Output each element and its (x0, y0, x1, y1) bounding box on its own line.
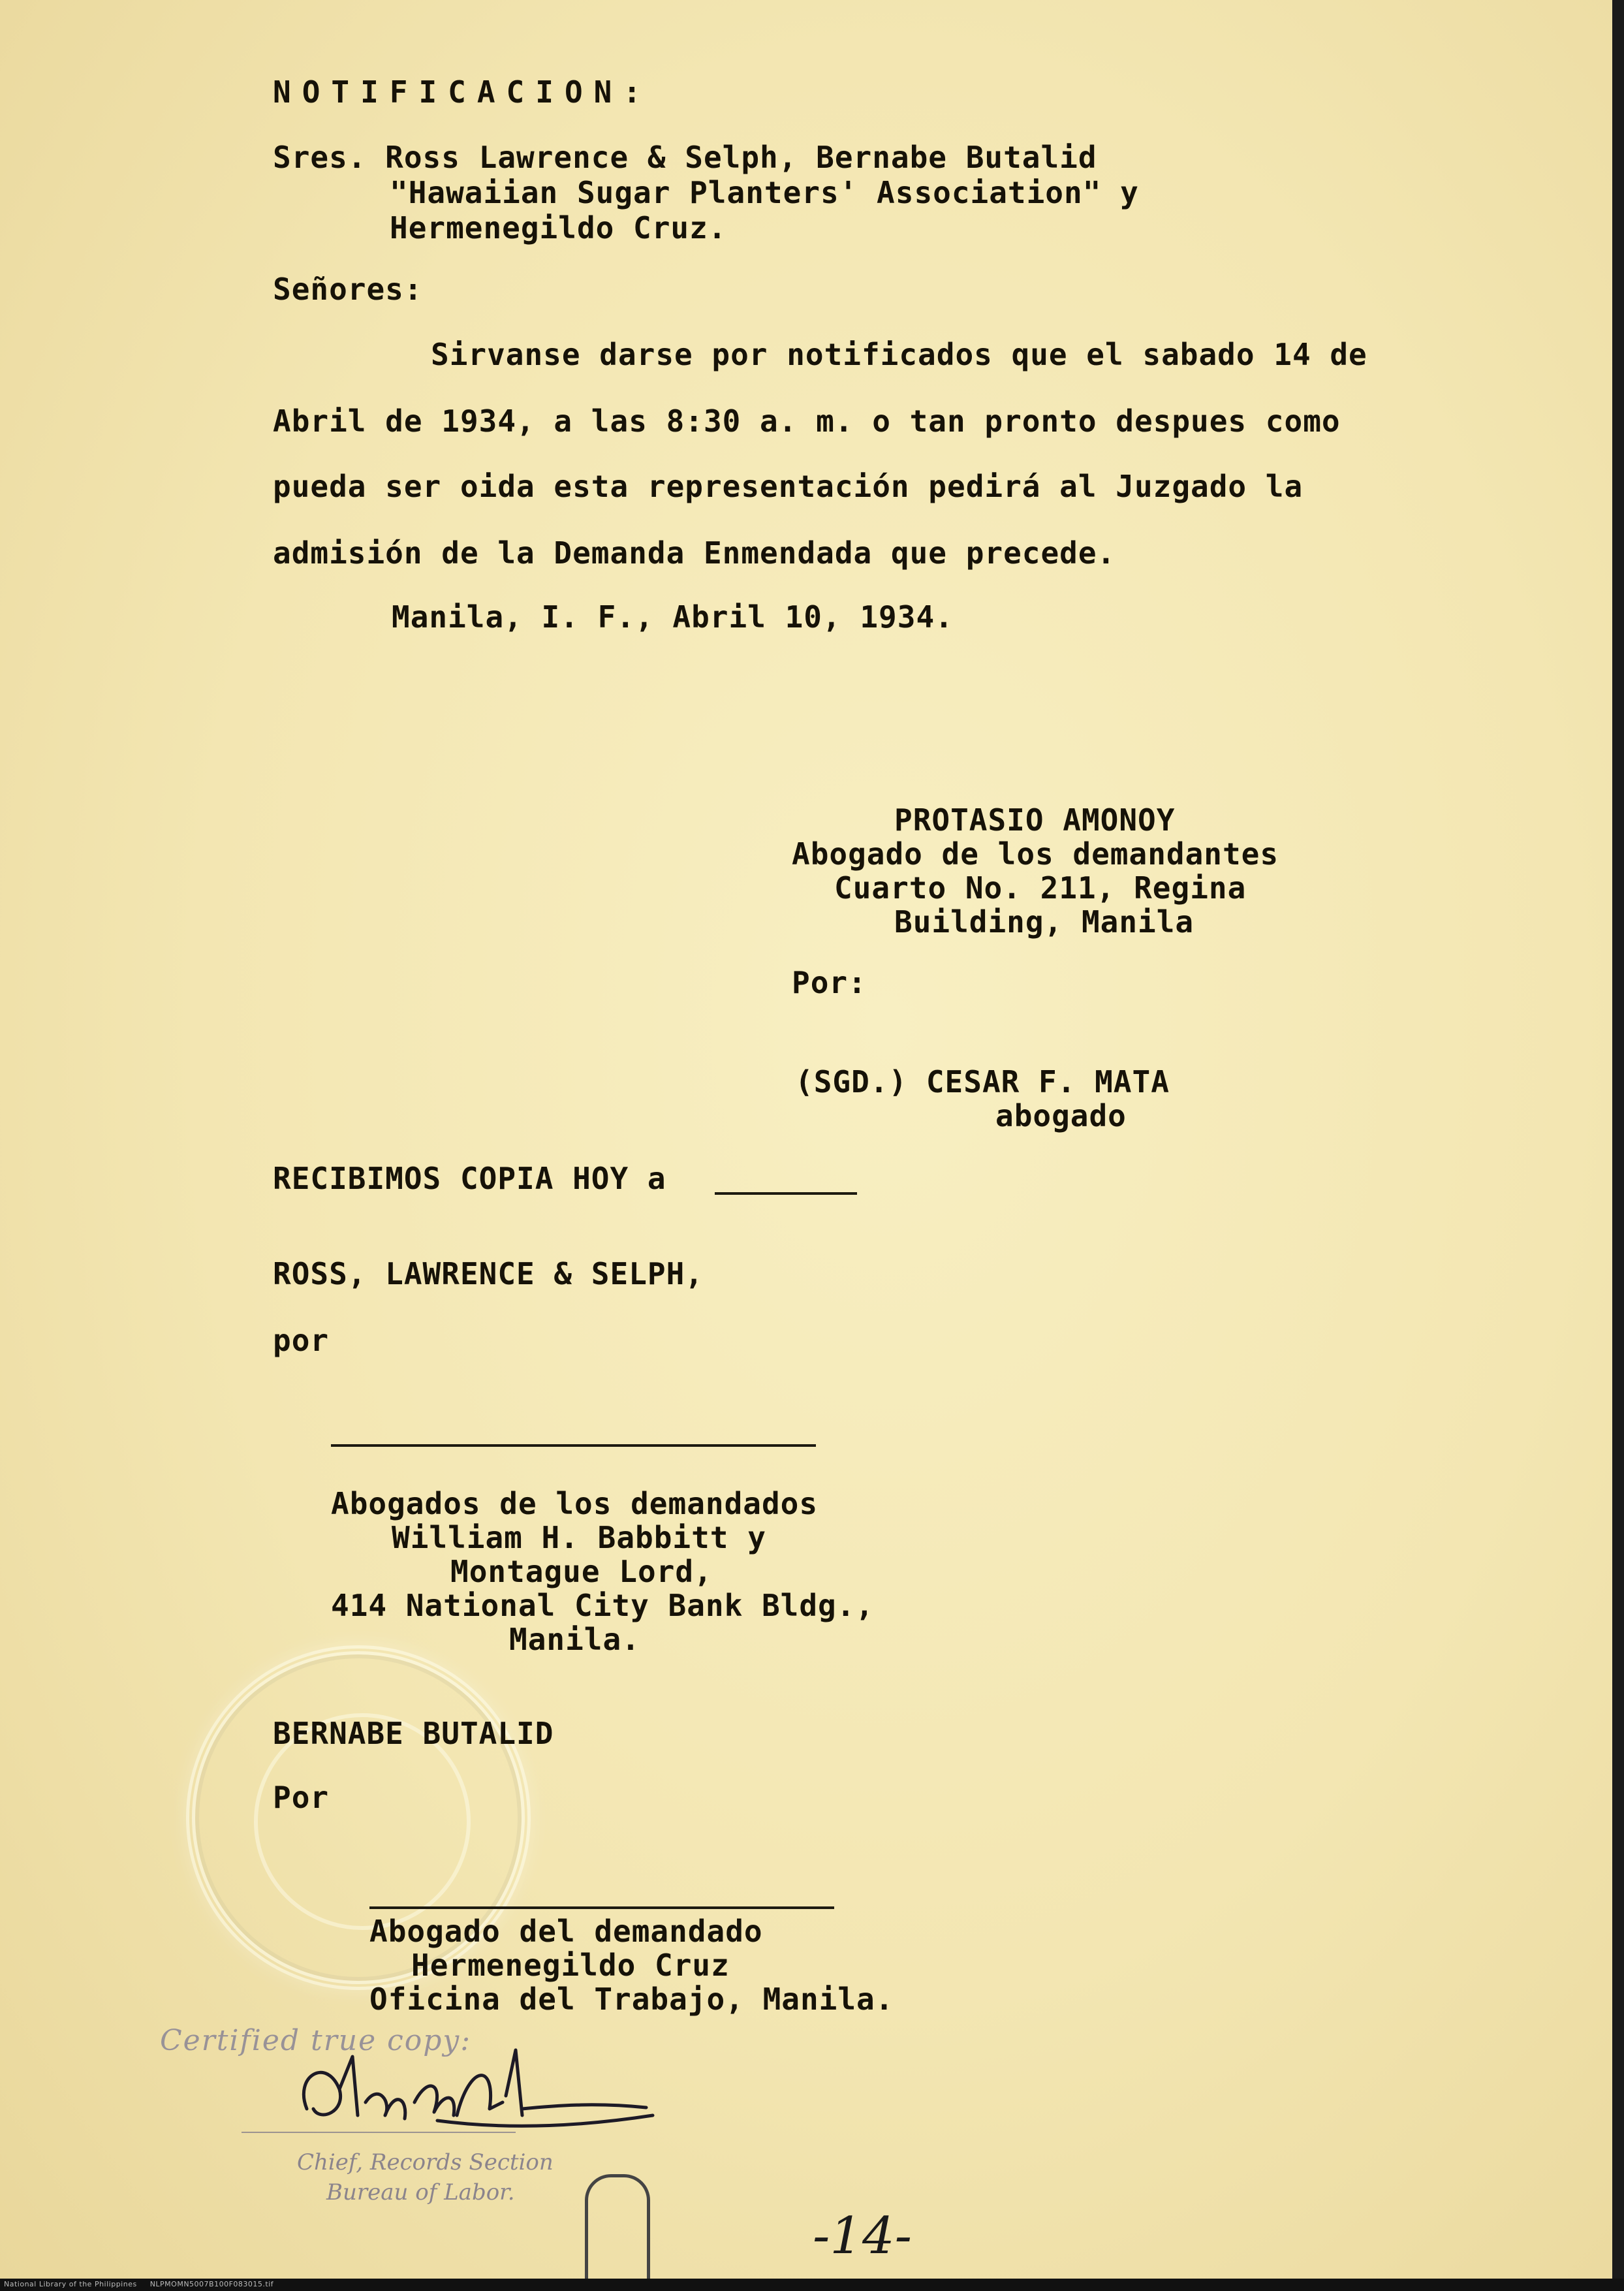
body-line: Abril de 1934, a las 8:30 a. m. o tan pronto despues como (273, 403, 1341, 439)
notice-title: NOTIFICACION: (273, 74, 653, 110)
certified-stamp: Certified true copy: (160, 2024, 472, 2057)
stamp-dotted-line (242, 2132, 516, 2133)
body-line: admisión de la Demanda Enmendada que precede. (273, 535, 1116, 571)
place-date: Manila, I. F., Abril 10, 1934. (392, 599, 954, 635)
signatory-name: PROTASIO AMONOY (894, 802, 1176, 838)
body-line: pueda ser oida esta representación pedirá al Juzgado la (273, 469, 1304, 504)
firm-name: ROSS, LAWRENCE & SELPH, (273, 1256, 704, 1291)
received-copy: RECIBIMOS COPIA HOY a (273, 1161, 666, 1196)
firm-por: por (273, 1323, 330, 1358)
date-blank-line (715, 1192, 857, 1195)
signature-line (369, 1906, 834, 1909)
firm-role: Abogados de los demandados (331, 1486, 819, 1521)
paper-clip (585, 2174, 650, 2282)
signed-role: abogado (995, 1098, 1127, 1133)
signatory-address: Cuarto No. 211, Regina (834, 870, 1247, 906)
signatory-por: Por: (792, 965, 867, 1000)
addressee-line: Sres. Ross Lawrence & Selph, Bernabe Butalid (273, 140, 1097, 175)
firm-role: William H. Babbitt y (392, 1520, 766, 1555)
firm-role: Manila. (509, 1622, 640, 1657)
signatory-address: Building, Manila (894, 904, 1195, 940)
second-party: BERNABE BUTALID (273, 1716, 554, 1751)
salutation: Señores: (273, 272, 423, 307)
page-number: -14- (813, 2207, 912, 2266)
addressee-line: Hermenegildo Cruz. (390, 210, 727, 245)
firm-role: Montague Lord, (450, 1554, 713, 1589)
stamp-office: Bureau of Labor. (326, 2179, 515, 2205)
scan-footer-text: National Library of the Philippines NLPMOMN5007B100F083015.tif (4, 2280, 274, 2288)
addressee-line: "Hawaiian Sugar Planters' Association" y (390, 175, 1139, 210)
second-role: Abogado del demandado (369, 1914, 763, 1949)
firm-role: 414 National City Bank Bldg., (331, 1588, 875, 1623)
signature-line (331, 1444, 816, 1447)
signed-by: (SGD.) CESAR F. MATA (795, 1064, 1170, 1099)
second-role: Hermenegildo Cruz (411, 1948, 730, 1983)
second-por: Por (273, 1780, 330, 1815)
stamp-title: Chief, Records Section (297, 2149, 554, 2175)
signatory-role: Abogado de los demandantes (792, 836, 1279, 872)
second-role: Oficina del Trabajo, Manila. (369, 1982, 894, 2017)
body-line: Sirvanse darse por notificados que el sabado 14 de (431, 337, 1367, 372)
